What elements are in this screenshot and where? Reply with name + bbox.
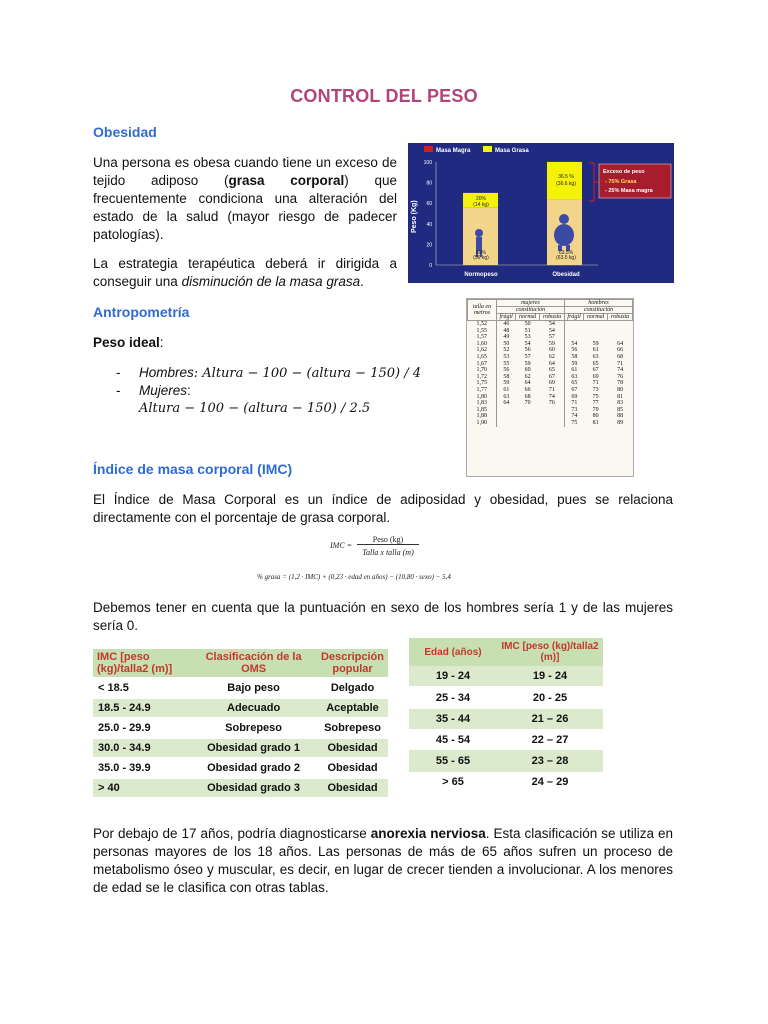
- table-cell: 1,72: [468, 374, 497, 381]
- header-hombres: hombres: [564, 300, 632, 307]
- table-cell: 20 - 25: [497, 686, 603, 709]
- table-cell: [564, 328, 583, 335]
- table-cell: 59: [571, 360, 578, 367]
- table-cell: 1,75: [468, 380, 497, 387]
- table-cell: [540, 413, 565, 420]
- ideal-weight-table-body: [468, 321, 633, 427]
- table-cell: 80: [617, 386, 624, 393]
- legend-swatch-magra: [424, 146, 433, 152]
- table-cell: 63: [503, 393, 510, 400]
- table-cell: 1,85: [468, 407, 497, 414]
- table-cell: [584, 334, 608, 341]
- header-constitucion: constitución: [564, 307, 632, 314]
- table-cell: 83: [617, 400, 624, 407]
- table-cell: 1,70: [468, 367, 497, 374]
- table-cell: 54: [571, 340, 578, 347]
- table-row: [468, 380, 633, 387]
- header-descripcion: Descripción popular: [317, 649, 388, 678]
- table-cell: 76: [617, 373, 624, 380]
- table-cell: 64: [540, 361, 565, 368]
- peso-ideal-line: [93, 334, 453, 352]
- subheader-cell: frágil: [564, 314, 583, 321]
- subheader-cell: robusta: [540, 314, 565, 321]
- table-cell: 66: [524, 386, 531, 393]
- table-cell: 56: [503, 367, 510, 374]
- table-cell: 59: [524, 360, 531, 367]
- y-tick-label: 0: [429, 263, 432, 269]
- table-cell: 23 – 28: [497, 750, 603, 772]
- table-cell: 66: [617, 347, 624, 354]
- table-row: [468, 387, 633, 394]
- table-cell: 65: [592, 360, 599, 367]
- table-cell: Sobrepeso: [190, 718, 317, 738]
- table-cell: 61: [592, 347, 599, 354]
- table-cell: 58: [571, 353, 578, 360]
- y-tick-label: 60: [426, 201, 432, 208]
- table-row: [409, 666, 603, 686]
- formula-imc-num: Peso (kg): [357, 535, 419, 545]
- table-cell: 1,57: [468, 334, 497, 341]
- y-ticks: [424, 160, 433, 269]
- table-cell: 62: [540, 354, 565, 361]
- y-tick-label: 80: [426, 180, 432, 187]
- peso-ideal-colon: :: [159, 335, 164, 350]
- header-edad: Edad (años): [409, 638, 497, 666]
- hombres-line: [139, 364, 469, 383]
- table-cell: 80: [592, 413, 599, 420]
- table-row: [468, 374, 633, 381]
- table-cell: 74: [571, 413, 578, 420]
- table-cell: 71: [592, 380, 599, 387]
- table-row: [409, 729, 603, 750]
- table-row: [468, 354, 633, 361]
- bullet-dash: -: [116, 383, 121, 398]
- label-obes-magra-kg: (63.5 kg): [556, 255, 576, 261]
- paragraph-imc-1: El Índice de Masa Corporal es un índice de adiposidad y obesidad, pues se relaciona directamente con el porcentaje de grasa corporal.: [93, 492, 673, 525]
- paragraph-obesidad-2: [93, 255, 397, 291]
- table-cell: 77: [592, 400, 599, 407]
- table-cell: 65: [540, 367, 565, 374]
- table-cell: Obesidad grado 3: [190, 778, 317, 797]
- imc-classification-table: [93, 649, 388, 797]
- table-cell: 75: [571, 419, 578, 426]
- table-cell: 21 – 26: [497, 709, 603, 729]
- table-cell: 1,83: [468, 400, 497, 407]
- table-cell: 46: [503, 321, 510, 327]
- header-clasificacion: Clasificación de la OMS: [190, 649, 317, 678]
- table-cell: Sobrepeso: [317, 718, 388, 738]
- header-talla: [468, 300, 497, 321]
- bullet-dash: -: [116, 365, 121, 380]
- table-cell: [516, 420, 540, 427]
- excess-box-title: Exceso de peso: [603, 169, 645, 175]
- table-cell: 22 – 27: [497, 729, 603, 750]
- text-span: . Esta clasificación se utiliza en personas mayores de los 18 años. Las personas de más de 65 años sufren un proceso de metabolismo óseo y muscular, es decir, en lugar de crecer tienden a involucionar. A los menores de edad se le clasifica con otras tablas.: [93, 826, 673, 895]
- table-cell: 45 - 54: [409, 729, 497, 750]
- text-span: ) que frecuentemente condiciona una alteración del estado de la salud (mayor riesgo de padecer patologías).: [93, 173, 398, 242]
- table-cell: [564, 321, 583, 328]
- page-title: CONTROL DEL PESO: [290, 86, 478, 106]
- table-cell: 25 - 34: [409, 686, 497, 709]
- table-cell: 30.0 - 34.9: [93, 738, 190, 758]
- label-normo-grasa-pct: 20%: [475, 196, 487, 202]
- table-row: [468, 347, 633, 354]
- table-cell: 54: [524, 340, 531, 347]
- table-row: [468, 334, 633, 341]
- table-cell: [584, 321, 608, 328]
- table-cell: 50: [503, 340, 510, 347]
- table-cell: 70: [524, 400, 531, 407]
- table-row: [409, 772, 603, 791]
- mujeres-line: [139, 382, 339, 400]
- table-cell: 49: [503, 334, 510, 341]
- table-row: [468, 400, 633, 407]
- y-axis-label: Peso (Kg): [411, 200, 418, 233]
- heading-obesidad: Obesidad: [93, 124, 157, 140]
- table-cell: 1,67: [468, 361, 497, 368]
- table-cell: 19 - 24: [497, 666, 603, 686]
- table-cell: 1,65: [468, 354, 497, 361]
- table-cell: 68: [617, 353, 624, 360]
- table-row: [409, 750, 603, 772]
- table-cell: 67: [571, 386, 578, 393]
- label-normo-grasa-kg: (14 kg): [473, 202, 489, 208]
- table-cell: 1,52: [468, 321, 497, 328]
- table-cell: [497, 407, 516, 414]
- table-cell: 67: [540, 374, 565, 381]
- table-cell: 1,60: [468, 341, 497, 348]
- table-cell: 52: [503, 347, 510, 354]
- legend-swatch-grasa: [483, 146, 492, 152]
- table-row: [468, 413, 633, 420]
- table-row: [468, 361, 633, 368]
- table-row: [468, 341, 633, 348]
- category-obesidad: Obesidad: [552, 272, 580, 278]
- table-cell: 73: [571, 406, 578, 413]
- table-cell: 56: [524, 347, 531, 354]
- table-cell: 71: [617, 360, 624, 367]
- table-cell: [497, 413, 516, 420]
- table-cell: Obesidad grado 2: [190, 758, 317, 778]
- label-obes-grasa-pct: 36.5 %: [558, 174, 574, 180]
- chart-svg: [408, 143, 674, 283]
- table-cell: 51: [524, 327, 531, 334]
- table-cell: 19 - 24: [409, 666, 497, 686]
- hombres-formula: : Altura − 100 − (altura − 150) / 4: [193, 366, 422, 381]
- table-cell: 1,62: [468, 347, 497, 354]
- table-row: [468, 420, 633, 427]
- label-normo-magra-pct: 80%: [475, 250, 487, 256]
- table-cell: 76: [540, 400, 565, 407]
- table-cell: Adecuado: [190, 698, 317, 718]
- body-composition-chart: [408, 143, 674, 283]
- table-cell: 71: [571, 400, 578, 407]
- imc-age-body: [409, 666, 603, 791]
- table-cell: 54: [540, 328, 565, 335]
- y-tick-label: 100: [423, 160, 432, 166]
- peso-ideal-label: Peso ideal: [93, 335, 160, 350]
- table-cell: 74: [617, 367, 624, 374]
- header-imc-age: IMC [peso (kg)/talla2 (m)]: [497, 638, 603, 666]
- table-cell: [497, 420, 516, 427]
- table-cell: 64: [617, 340, 624, 347]
- table-cell: 1,90: [468, 420, 497, 427]
- ideal-weight-table: [466, 298, 634, 477]
- paragraph-obesidad-1: [93, 154, 397, 244]
- y-tick-label: 20: [426, 242, 432, 249]
- mujeres-formula: Altura − 100 − (altura − 150) / 2.5: [139, 401, 371, 416]
- table-cell: 55: [503, 360, 510, 367]
- table-cell: 79: [592, 406, 599, 413]
- excess-box-line2: - 25% Masa magra: [605, 188, 653, 194]
- table-row: [93, 758, 388, 778]
- text-span: Una persona es obesa cuando tiene un exceso de tejido adiposo (: [93, 155, 397, 188]
- table-cell: 60: [524, 367, 531, 374]
- text-span: .: [360, 274, 364, 289]
- subheader-cell: normal: [516, 314, 540, 321]
- table-cell: 59: [503, 380, 510, 387]
- text-span: La estrategia terapéutica deberá ir dirigida a conseguir una: [93, 256, 397, 289]
- table-cell: 1,77: [468, 387, 497, 394]
- mujeres-label: Mujeres: [139, 383, 188, 398]
- table-cell: 61: [503, 386, 510, 393]
- table-header-row: [468, 300, 633, 307]
- table-cell: 18.5 - 24.9: [93, 698, 190, 718]
- imc-age-table: [409, 638, 603, 791]
- table-cell: 64: [503, 400, 510, 407]
- table-row: [468, 407, 633, 414]
- table-cell: 53: [503, 353, 510, 360]
- legend-label-grasa: Masa Grasa: [495, 148, 529, 154]
- table-cell: 68: [524, 393, 531, 400]
- table-cell: Obesidad: [317, 758, 388, 778]
- table-row: [93, 678, 388, 698]
- table-cell: > 65: [409, 772, 497, 791]
- table-cell: 69: [571, 393, 578, 400]
- table-cell: 35.0 - 39.9: [93, 758, 190, 778]
- label-obes-grasa-kg: (36.6 kg): [556, 181, 576, 187]
- table-row: [93, 738, 388, 758]
- table-cell: [608, 334, 633, 341]
- label-obes-magra-pct: 63.5%: [558, 250, 574, 256]
- table-cell: [540, 407, 565, 414]
- table-row: [93, 698, 388, 718]
- header-mujeres: mujeres: [497, 300, 565, 307]
- legend-label-magra: Masa Magra: [436, 148, 471, 154]
- table-cell: 58: [503, 373, 510, 380]
- table-cell: 24 – 29: [497, 772, 603, 791]
- table-cell: 1,80: [468, 394, 497, 401]
- table-row: [468, 394, 633, 401]
- table-cell: 71: [540, 387, 565, 394]
- table-cell: 81: [617, 393, 624, 400]
- table-cell: 53: [524, 334, 531, 341]
- table-cell: [516, 413, 540, 420]
- table-cell: Delgado: [317, 678, 388, 698]
- header-constitucion: constitución: [497, 307, 565, 314]
- table-cell: Bajo peso: [190, 678, 317, 698]
- table-cell: < 18.5: [93, 678, 190, 698]
- table-cell: Obesidad: [317, 778, 388, 797]
- table-cell: 55 - 65: [409, 750, 497, 772]
- formula-imc-den: Talla x talla (m): [362, 548, 414, 557]
- table-cell: 64: [524, 380, 531, 387]
- table-cell: 50: [524, 321, 531, 327]
- table-cell: 61: [571, 367, 578, 374]
- header-imc: IMC [peso (kg)/talla2 (m)]: [93, 649, 190, 678]
- header-talla-2: metros: [473, 310, 491, 316]
- table-row: [409, 709, 603, 729]
- header-talla-1: talla en: [472, 304, 492, 310]
- label-normo-magra-kg: (56 kg): [473, 255, 489, 261]
- table-cell: 54: [540, 321, 565, 328]
- table-row: [409, 686, 603, 709]
- table-cell: 57: [540, 334, 565, 341]
- formula-imc-lhs: IMC =: [330, 541, 353, 550]
- table-cell: 63: [592, 353, 599, 360]
- ideal-weight-table-grid: [467, 299, 633, 427]
- table-cell: 89: [617, 419, 624, 426]
- table-row: [468, 328, 633, 335]
- text-italic: disminución de la masa grasa: [181, 274, 361, 289]
- table-cell: 63: [571, 373, 578, 380]
- table-row: [468, 321, 633, 328]
- table-cell: [608, 321, 633, 328]
- table-row: [93, 718, 388, 738]
- text-bold: anorexia nerviosa: [370, 826, 486, 841]
- table-cell: Aceptable: [317, 698, 388, 718]
- table-cell: [584, 328, 608, 335]
- table-row: [468, 367, 633, 374]
- text-span: Por debajo de 17 años, podría diagnosticarse: [93, 826, 371, 841]
- subheader-cell: frágil: [497, 314, 516, 321]
- subheader-cell: normal: [584, 314, 608, 321]
- table-cell: 59: [592, 340, 599, 347]
- heading-antropometria: Antropometría: [93, 304, 190, 320]
- table-cell: 69: [592, 373, 599, 380]
- table-cell: 1,55: [468, 328, 497, 335]
- formula-grasa: % grasa = (1,2 · IMC) + (0,23 · edad en años) − (10,80 · sexo) − 5,4: [257, 573, 451, 581]
- table-cell: [608, 328, 633, 335]
- excess-box-line1: - 75% Grasa: [605, 179, 637, 185]
- table-header-row: [93, 649, 388, 678]
- imc-classification-body: [93, 678, 388, 797]
- table-cell: 59: [540, 341, 565, 348]
- paragraph-imc-3: [93, 825, 673, 897]
- table-cell: [540, 420, 565, 427]
- text-bold: grasa corporal: [228, 173, 345, 188]
- category-normopeso: Normopeso: [464, 272, 498, 278]
- table-cell: Obesidad grado 1: [190, 738, 317, 758]
- hombres-label: Hombres: [139, 365, 194, 380]
- table-header-row: [409, 638, 603, 666]
- table-cell: Obesidad: [317, 738, 388, 758]
- table-cell: 75: [592, 393, 599, 400]
- table-cell: 35 - 44: [409, 709, 497, 729]
- table-cell: 60: [540, 347, 565, 354]
- table-cell: 81: [592, 419, 599, 426]
- table-cell: 62: [524, 373, 531, 380]
- table-cell: 78: [617, 380, 624, 387]
- table-cell: 56: [571, 347, 578, 354]
- table-cell: 67: [592, 367, 599, 374]
- mujeres-colon: :: [187, 383, 191, 398]
- table-cell: [516, 407, 540, 414]
- table-cell: > 40: [93, 778, 190, 797]
- table-cell: 65: [571, 380, 578, 387]
- table-cell: 57: [524, 353, 531, 360]
- paragraph-imc-2: Debemos tener en cuenta que la puntuación en sexo de los hombres sería 1 y de las mujeres sería 0.: [93, 600, 673, 633]
- table-cell: [564, 334, 583, 341]
- table-cell: 48: [503, 327, 510, 334]
- table-cell: 88: [617, 413, 624, 420]
- table-cell: 1,88: [468, 413, 497, 420]
- subheader-cell: robusta: [608, 314, 633, 321]
- table-cell: 74: [540, 394, 565, 401]
- table-cell: 69: [540, 380, 565, 387]
- excess-bracket: [589, 163, 594, 201]
- heading-imc: Índice de masa corporal (IMC): [93, 461, 293, 477]
- table-cell: 25.0 - 29.9: [93, 718, 190, 738]
- table-cell: 85: [617, 406, 624, 413]
- table-cell: 73: [592, 386, 599, 393]
- table-row: [93, 778, 388, 797]
- y-tick-label: 40: [426, 221, 432, 228]
